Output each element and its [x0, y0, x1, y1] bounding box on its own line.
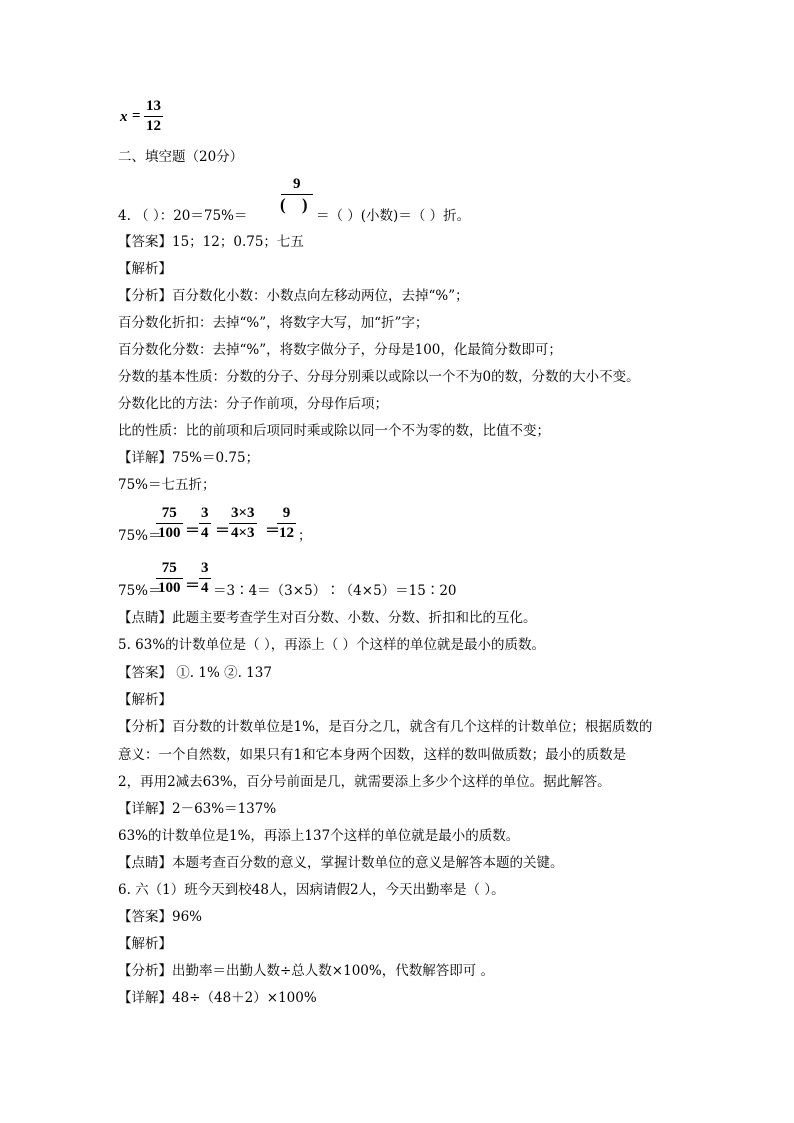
numerator: 3×3 — [231, 505, 255, 521]
calc-prefix: 75%＝ — [118, 583, 162, 599]
fraction-9-12 — [277, 505, 296, 542]
q4-xiangjie-1: 【详解】75%＝0.75； — [118, 450, 260, 466]
calc-rest: ＝3∶4＝（3×5）∶（4×5）＝15∶20 — [213, 583, 457, 599]
denominator-blank: ( ) — [280, 195, 314, 214]
calc-prefix: 75%＝ — [118, 528, 162, 544]
q5-fenxi-1: 【分析】百分数的计数单位是1%，是百分之几，就含有几个这样的计数单位；根据质数的 — [118, 719, 653, 735]
q4-answer: 【答案】15；12；0.75；七五 — [118, 234, 304, 250]
calc-end: ； — [298, 528, 312, 544]
equals-2: ＝ — [215, 523, 231, 539]
numerator: 3 — [201, 505, 209, 521]
q5-answer: 【答案】 ①. 1% ②. 137 — [118, 665, 272, 681]
q5-fenxi-2: 意义：一个自然数，如果只有1和它本身两个因数，这样的数叫做质数；最小的质数是 — [118, 747, 627, 763]
denominator: 100 — [158, 525, 181, 541]
q6-answer: 【答案】96% — [118, 909, 203, 925]
q5-line-2: 63%的计数单位是1%，再添上137个这样的单位就是最小的质数。 — [118, 828, 520, 844]
equals-1: ＝ — [185, 578, 201, 594]
equation-x — [118, 98, 178, 138]
q5-xiangjie: 【详解】2－63%＝137% — [118, 801, 277, 817]
numerator: 3 — [201, 560, 209, 576]
q4-jiexi: 【解析】 — [118, 261, 172, 277]
section-title: 二、填空题（20分） — [118, 149, 244, 165]
denominator: 4 — [201, 580, 209, 596]
denominator: 4×3 — [231, 525, 255, 541]
q4-fenxi-1: 【分析】百分数化小数：小数点向左移动两位，去掉“%”； — [118, 288, 469, 304]
q6-xiangjie: 【详解】48÷（48＋2）×100% — [118, 990, 317, 1006]
q4-fenxi-5: 分数化比的方法：分子作前项，分母作后项； — [118, 396, 388, 412]
denominator: 4 — [201, 525, 209, 541]
q4-calc-1 — [118, 503, 338, 547]
numerator: 75 — [161, 560, 177, 576]
numerator: 9 — [282, 505, 291, 521]
fraction-75-100 — [156, 560, 183, 597]
q4-text-after: ＝（ ）(小数)＝（ ）折。 — [316, 208, 471, 224]
q4-text-before: 4. （ ）：20＝75%＝ — [118, 208, 248, 224]
q4-fenxi-4: 分数的基本性质：分数的分子、分母分别乘以或除以一个不为0的数，分数的大小不变。 — [118, 369, 640, 385]
equals-3: ＝ — [265, 523, 281, 539]
fraction-3x3-4x3 — [229, 505, 257, 542]
numerator: 13 — [146, 98, 161, 114]
q5-dianjing: 【点睛】本题考查百分数的意义，掌握计数单位的意义是解答本题的关键。 — [118, 855, 564, 871]
q4-fenxi-6: 比的性质：比的前项和后项同时乘或除以同一个不为零的数，比值不变； — [118, 423, 550, 439]
q4-fenxi-3: 百分数化分数：去掉“%”，将数字做分子，分母是100，化最简分数即可； — [118, 342, 562, 358]
q4-dianjing: 【点睛】此题主要考查学生对百分数、小数、分数、折扣和比的互化。 — [118, 610, 537, 626]
q5-jiexi: 【解析】 — [118, 692, 172, 708]
q5-question: 5. 63%的计数单位是（ ），再添上（ ）个这样的单位就是最小的质数。 — [118, 637, 546, 653]
denominator: 100 — [158, 580, 181, 596]
equals-1: ＝ — [185, 523, 201, 539]
q5-fenxi-3: 2，再用2减去63%，百分号前面是几，就需要添上多少个这样的单位。据此解答。 — [118, 774, 611, 790]
fraction-75-100 — [156, 505, 183, 542]
variable-x: x — [120, 109, 128, 125]
q6-question: 6. 六（1）班今天到校48人，因病请假2人，今天出勤率是（ ）。 — [118, 882, 505, 898]
numerator: 9 — [293, 176, 301, 192]
q4-fenxi-2: 百分数化折扣：去掉“%”，将数字大写，加“折”字； — [118, 315, 429, 331]
q4-xiangjie-2: 75%＝七五折； — [118, 477, 216, 493]
q6-fenxi: 【分析】出勤率＝出勤人数÷总人数×100%，代数解答即可 。 — [118, 963, 495, 979]
equals-sign: = — [132, 108, 141, 124]
fraction-3-4 — [199, 505, 211, 542]
denominator: 12 — [279, 525, 294, 541]
fraction-3-4 — [199, 560, 211, 597]
q6-jiexi: 【解析】 — [118, 936, 172, 952]
denominator: 12 — [146, 118, 161, 134]
fraction-13-12 — [144, 98, 163, 135]
q4-fraction — [278, 176, 316, 213]
numerator: 75 — [161, 505, 177, 521]
q4-calc-2 — [118, 558, 478, 602]
